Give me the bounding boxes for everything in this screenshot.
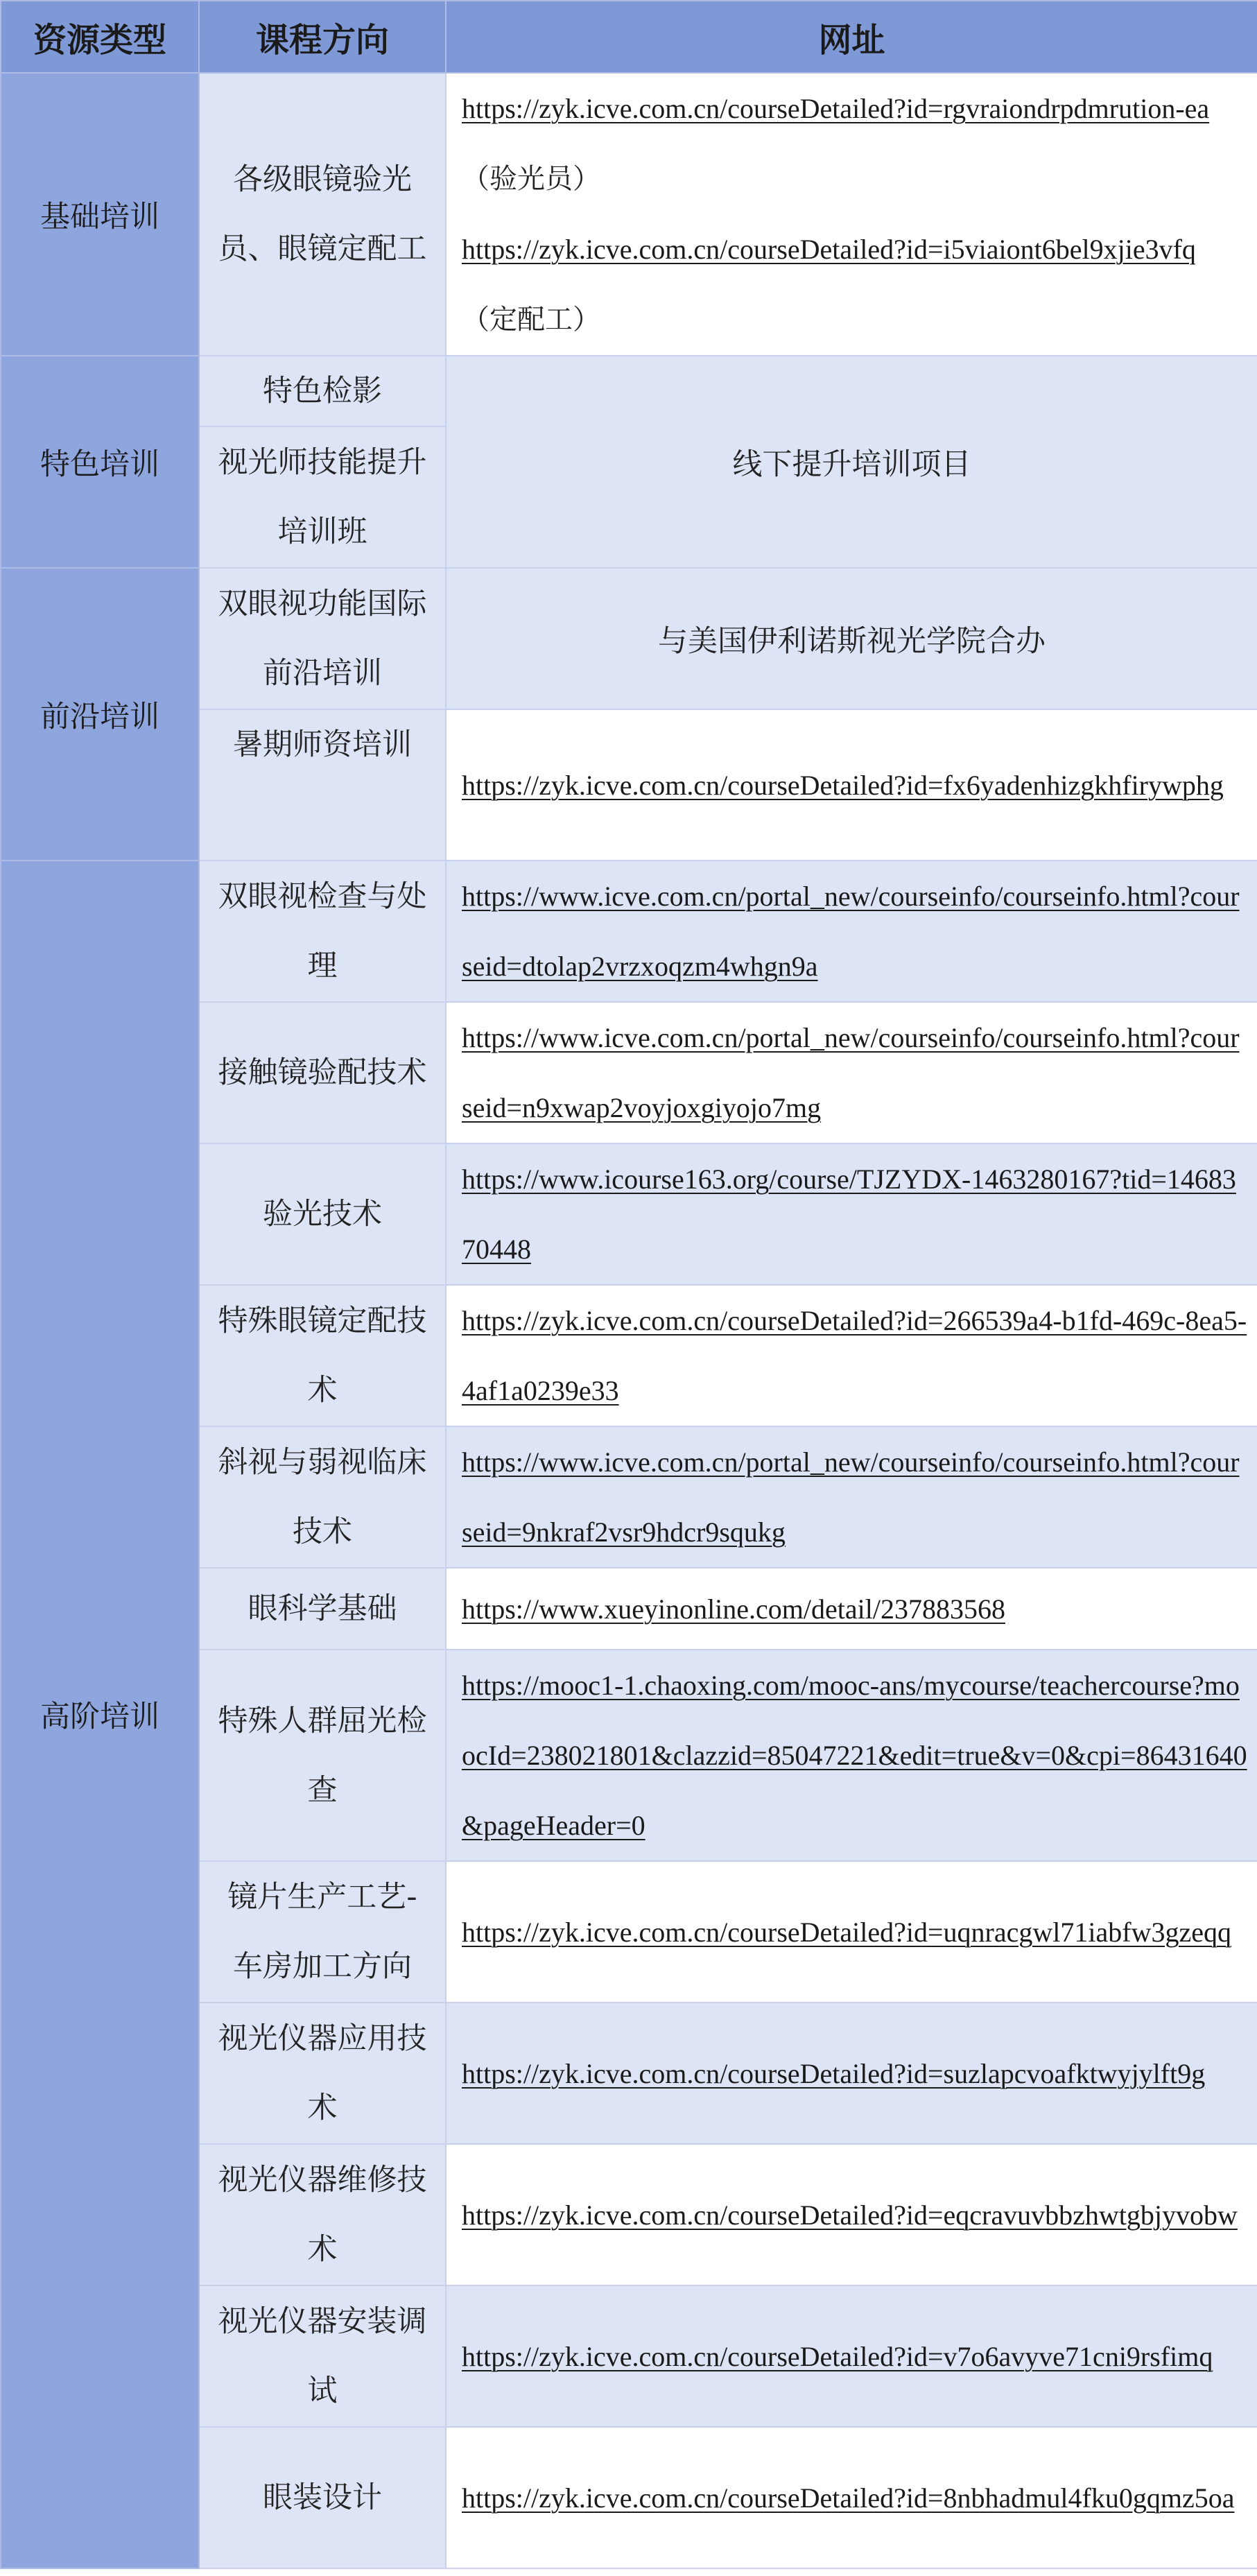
course-link[interactable]: https://www.icve.com.cn/portal_new/courseinfo/courseinfo.html?courseid=9nkraf2vsr9hdcr9squkg [462,1446,1240,1548]
table-row [1,73,1257,356]
table-row [1,568,1257,709]
course-link[interactable]: https://www.icve.com.cn/portal_new/courseinfo/courseinfo.html?courseid=dtolap2vrzxoqzm4whgn9a [462,881,1240,982]
group-frontier: 前沿培训 [1,568,199,861]
url-cell [446,73,1257,356]
link-note: （验光员） [462,163,600,195]
url-cell [446,1861,1257,2003]
course-link[interactable]: https://zyk.icve.com.cn/courseDetailed?id=rgvraiondrpdmrution-ea [462,93,1210,124]
course-direction: 双眼视功能国际前沿培训 [199,568,446,709]
url-cell [446,2144,1257,2285]
header-url: 网址 [446,1,1257,73]
course-direction: 镜片生产工艺-车房加工方向 [199,1861,446,2003]
url-cell [446,1143,1257,1285]
course-link[interactable]: https://zyk.icve.com.cn/courseDetailed?id=8nbhadmul4fku0gqmz5oa [462,2482,1235,2514]
url-cell [446,1650,1257,1861]
course-link[interactable]: https://www.icourse163.org/course/TJZYDX-1463280167?tid=1468370448 [462,1164,1236,1265]
course-link[interactable]: https://www.icve.com.cn/portal_new/courseinfo/courseinfo.html?courseid=n9xwap2voyjoxgiyojo7mg [462,1022,1240,1123]
url-cell [446,1002,1257,1143]
url-cell [446,2285,1257,2427]
url-cell [446,1568,1257,1650]
url-cell [446,1426,1257,1568]
url-cell [446,2427,1257,2568]
course-direction: 特色检影 [199,356,446,426]
group-basic: 基础培训 [1,73,199,356]
course-direction: 验光技术 [199,1143,446,1285]
course-direction: 斜视与弱视临床技术 [199,1426,446,1568]
course-direction: 接触镜验配技术 [199,1002,446,1143]
course-direction: 视光仪器安装调试 [199,2285,446,2427]
link-note: （定配工） [462,304,600,336]
course-direction: 眼装设计 [199,2427,446,2568]
course-direction: 双眼视检查与处理 [199,861,446,1002]
course-direction: 特殊眼镜定配技术 [199,1285,446,1426]
url-cell [446,709,1257,861]
course-direction: 各级眼镜验光员、眼镜定配工 [199,73,446,356]
table-row [1,356,1257,426]
course-direction: 视光师技能提升培训班 [199,426,446,568]
url-cell [446,1285,1257,1426]
course-direction: 视光仪器维修技术 [199,2144,446,2285]
course-link[interactable]: https://zyk.icve.com.cn/courseDetailed?id=suzlapcvoafktwyjylft9g [462,2057,1206,2089]
course-link[interactable]: https://zyk.icve.com.cn/courseDetailed?id=i5viaiont6bel9xjie3vfq [462,234,1196,265]
header-row [1,1,1257,73]
url-cell [446,2003,1257,2144]
course-direction: 视光仪器应用技术 [199,2003,446,2144]
course-direction: 特殊人群屈光检查 [199,1650,446,1861]
group-special: 特色培训 [1,356,199,568]
course-link[interactable]: https://zyk.icve.com.cn/courseDetailed?id=fx6yadenhizgkhfirywphg [462,769,1224,801]
table-row [1,861,1257,1002]
special-note: 线下提升培训项目 [446,356,1257,568]
course-direction: 眼科学基础 [199,1568,446,1650]
partner-note: 与美国伊利诺斯视光学院合办 [446,568,1257,709]
header-course-direction: 课程方向 [199,1,446,73]
course-link[interactable]: https://www.xueyinonline.com/detail/237883568 [462,1593,1005,1625]
course-direction: 暑期师资培训 [199,709,446,861]
course-link[interactable]: https://zyk.icve.com.cn/courseDetailed?id=eqcravuvbbzhwtgbjyvobw [462,2199,1238,2231]
course-link[interactable]: https://zyk.icve.com.cn/courseDetailed?id=266539a4-b1fd-469c-8ea5-4af1a0239e33 [462,1305,1247,1406]
url-cell [446,861,1257,1002]
course-link[interactable]: https://mooc1-1.chaoxing.com/mooc-ans/mycourse/teachercourse?moocId=238021801&clazzid=85047221&edit=true&v=0&cpi=86431640&pageHeader=0 [462,1670,1247,1841]
course-link[interactable]: https://zyk.icve.com.cn/courseDetailed?id=v7o6avyve71cni9rsfimq [462,2340,1213,2372]
group-advanced: 高阶培训 [1,861,199,2568]
header-resource-type: 资源类型 [1,1,199,73]
course-link[interactable]: https://zyk.icve.com.cn/courseDetailed?id=uqnracgwl71iabfw3gzeqq [462,1916,1231,1948]
